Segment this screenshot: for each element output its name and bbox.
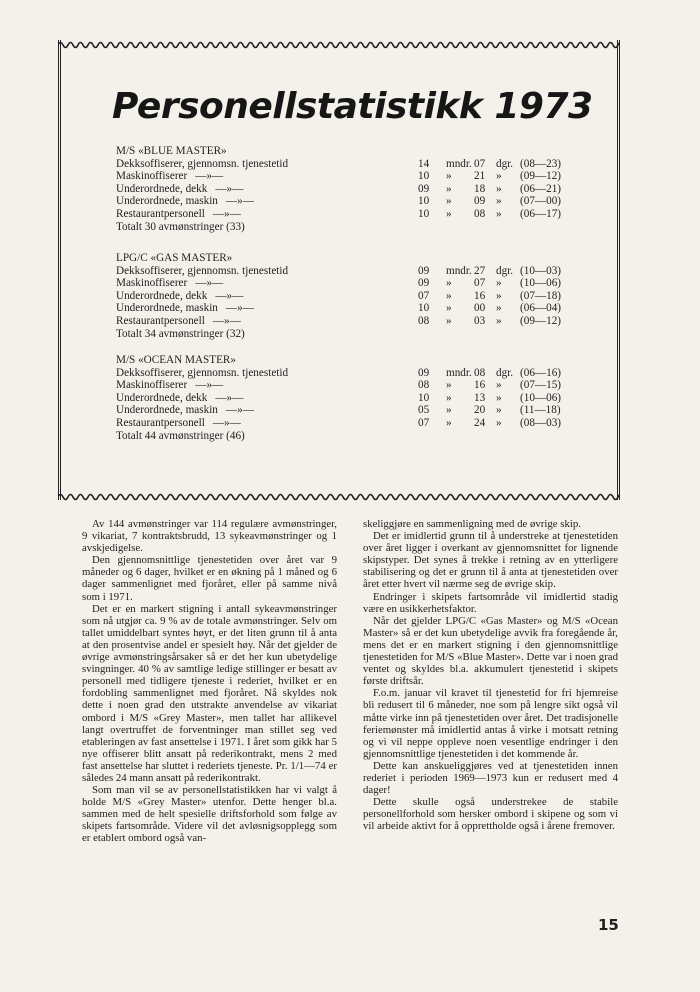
- stat-value-v1: 09: [418, 277, 430, 290]
- paragraph: skeliggjøre en sammenligning med de øvrige skip.: [363, 518, 581, 530]
- stat-value-v5: (06—16): [520, 366, 562, 379]
- stat-value-v1: 10: [418, 302, 430, 315]
- stat-row-label: Restaurantpersonell: [116, 207, 205, 220]
- ship-name: M/S «BLUE MASTER»: [116, 145, 227, 157]
- ditto-mark: —»—: [225, 404, 254, 417]
- stat-row-label: Underordnede, maskin: [116, 302, 218, 315]
- ship-name: LPG/C «GAS MASTER»: [116, 252, 233, 264]
- stat-value-v3: 08: [474, 207, 486, 220]
- stat-row: [116, 392, 596, 405]
- stat-row-label: Dekksoffiserer, gjennomsn. tjenestetid: [116, 264, 289, 277]
- stat-row-label: Underordnede, dekk: [116, 289, 208, 302]
- stat-row-label: Underordnede, dekk: [116, 391, 208, 404]
- stat-value-v3: 24: [474, 416, 486, 429]
- stat-value-v4: »: [496, 289, 502, 302]
- stat-value-v2: »: [446, 289, 452, 302]
- stat-row: [116, 302, 596, 315]
- stat-value-v1: 10: [418, 391, 430, 404]
- stat-value-v1: 10: [418, 195, 430, 208]
- stat-value-v3: 16: [474, 289, 486, 302]
- paragraph: F.o.m. januar vil kravet til tjenestetid for fri hjemreise bli redusert til 6 måneder, noe som på lengre sikt også vil måtte virke inn på tjenestetiden over året. Det tradisjonelle feriemønster må imidlertid antas å virke i motsatt retning og vi vil neppe oppleve noen vesentlige endringer i den gjennomsnittlige tjenestetiden i det kommende år.: [363, 687, 618, 760]
- stat-value-v4: »: [496, 207, 502, 220]
- stat-row-label: Maskinoffiserer: [116, 277, 188, 290]
- stat-value-v5: (10—06): [520, 277, 562, 290]
- stat-row-label: Dekksoffiserer, gjennomsn. tjenestetid: [116, 157, 289, 170]
- stat-value-v2: »: [446, 391, 452, 404]
- article-column-right: [363, 518, 618, 832]
- stat-value-v2: »: [446, 170, 452, 183]
- stat-value-v5: (11—18): [520, 404, 561, 417]
- stat-row: [116, 417, 596, 430]
- wavy-border-bottom: [58, 490, 620, 504]
- stat-value-v3: 09: [474, 195, 486, 208]
- stat-value-v5: (08—23): [520, 157, 562, 170]
- ship-total: Totalt 34 avmønstringer (32): [116, 327, 245, 340]
- stat-value-v5: (07—00): [520, 195, 562, 208]
- stat-value-v3: 21: [474, 170, 486, 183]
- stat-value-v1: 07: [418, 416, 430, 429]
- stat-value-v2: »: [446, 195, 452, 208]
- stat-value-v2: mndr.: [446, 157, 472, 170]
- stat-row: [116, 379, 596, 392]
- stat-value-v3: 08: [474, 366, 486, 379]
- ditto-mark: —»—: [212, 207, 241, 220]
- paragraph: Når det gjelder LPG/C «Gas Master» og M/S «Ocean Master» så er det kun ubetydelige avvik fra foregående år, mens det er en markert stigning i den gjennomsnittlige tjenestetiden for M/S «Blue Master». Dette var i noen grad ventet og skyldes bl.a. akkumulert tjenestetid i skipets første driftsår.: [363, 614, 618, 688]
- stat-row: [116, 290, 596, 303]
- stat-row: [116, 404, 596, 417]
- paragraph: Dette skulle også understrekee de stabile personellforhold som hersker ombord i skipene og som vi vil arbeide aktivt for å opprettholde også i årene fremover.: [363, 796, 618, 833]
- wavy-border-top: [58, 38, 620, 52]
- stat-value-v2: »: [446, 404, 452, 417]
- stat-row: [116, 170, 596, 183]
- ditto-mark: —»—: [225, 302, 254, 315]
- ship-name: M/S «OCEAN MASTER»: [116, 354, 236, 366]
- ship-block: [116, 252, 596, 340]
- stat-value-v2: »: [446, 207, 452, 220]
- stat-row-label: Underordnede, dekk: [116, 182, 208, 195]
- ditto-mark: —»—: [215, 391, 244, 404]
- ship-block: [116, 145, 596, 233]
- stat-value-v3: 27: [474, 264, 486, 277]
- ditto-mark: —»—: [225, 195, 254, 208]
- stat-value-v1: 09: [418, 182, 430, 195]
- stat-row: [116, 277, 596, 290]
- ship-total: Totalt 30 avmønstringer (33): [116, 220, 245, 233]
- stat-value-v1: 07: [418, 289, 430, 302]
- stat-value-v5: (06—21): [520, 182, 562, 195]
- stat-value-v4: »: [496, 416, 502, 429]
- ditto-mark: —»—: [212, 416, 241, 429]
- stat-value-v1: 10: [418, 207, 430, 220]
- article-column-left: [82, 518, 337, 845]
- ditto-mark: —»—: [195, 277, 224, 290]
- stat-row: [116, 183, 596, 196]
- stat-value-v3: 03: [474, 314, 486, 327]
- ditto-mark: —»—: [195, 379, 224, 392]
- paragraph: Det er en markert stigning i antall sykeavmønstringer som nå utgjør ca. 9 % av de totale avmønstringer. Selv om tallet umiddelbart syntes høyt, er det liten grunn til å anta at den prosentvise andel er spesielt høy. Når det gjelder de øvrige avmønstringsårsaker så er det her kun ubetydelige svingninger. 40 % av samtlige ledige stillinger er besatt av personell med tidligere tjeneste i rederiet, hvilket er en fordobling sammenlignet med fjoråret. Nå skyldes nok dette i noen grad den utstrakte anvendelse av vikariat ombord i M/S «Grey Master», men tallet har allikevel langt overtruffet de forventninger man stillet seg ved etableringen av fast ansettelse i 1971. I året som gikk har 5 nye offiserer blitt ansatt på rederikontrakt, mens 2 med fast ansettelse har sluttet i rederiets tjeneste. Pr. 1/1—74 er således 24 mann ansatt på rederikontrakt.: [82, 602, 337, 784]
- stat-value-v1: 09: [418, 264, 430, 277]
- ditto-mark: —»—: [195, 170, 224, 183]
- stat-value-v4: »: [496, 182, 502, 195]
- stat-row-label: Underordnede, maskin: [116, 404, 218, 417]
- stat-value-v4: »: [496, 170, 502, 183]
- stat-value-v4: dgr.: [496, 157, 514, 170]
- stat-row-label: Restaurantpersonell: [116, 314, 205, 327]
- stat-row-label: Maskinoffiserer: [116, 170, 188, 183]
- stat-row-label: Dekksoffiserer, gjennomsn. tjenestetid: [116, 366, 289, 379]
- stat-value-v4: »: [496, 277, 502, 290]
- stat-value-v4: »: [496, 404, 502, 417]
- stat-value-v2: »: [446, 416, 452, 429]
- stat-value-v2: »: [446, 302, 452, 315]
- stat-value-v5: (07—18): [520, 289, 562, 302]
- stat-value-v5: (10—03): [520, 264, 562, 277]
- paragraph: Av 144 avmønstringer var 114 regulære avmønstringer, 9 vikariat, 7 kontraktsbrudd, 13 sykeavmønstringer og 1 avskjedigelse.: [82, 518, 337, 555]
- stat-value-v4: dgr.: [496, 366, 514, 379]
- stat-value-v4: »: [496, 391, 502, 404]
- ditto-mark: —»—: [215, 182, 244, 195]
- stat-value-v3: 16: [474, 379, 486, 392]
- stat-value-v1: 09: [418, 366, 430, 379]
- paragraph: Den gjennomsnittlige tjenestetiden over året var 9 måneder og 6 dager, hvilket er en økning på 1 måned og 6 dager sammenlignet med fjoråret, eller på samme nivå som i 1971.: [82, 554, 337, 603]
- stat-value-v4: »: [496, 379, 502, 392]
- stat-row-label: Restaurantpersonell: [116, 416, 205, 429]
- stat-value-v5: (07—15): [520, 379, 562, 392]
- stat-value-v5: (09—12): [520, 314, 562, 327]
- paragraph: Endringer i skipets fartsområde vil imidlertid stadig være en usikkerhetsfaktor.: [363, 590, 618, 615]
- stat-value-v5: (08—03): [520, 416, 562, 429]
- stat-row: [116, 195, 596, 208]
- stat-row-label: Underordnede, maskin: [116, 195, 218, 208]
- stat-row-label: Maskinoffiserer: [116, 379, 188, 392]
- stat-value-v3: 18: [474, 182, 486, 195]
- stat-value-v5: (06—17): [520, 207, 562, 220]
- page-title: Personellstatistikk 1973: [112, 86, 593, 127]
- stat-row: [116, 265, 596, 278]
- stat-value-v1: 10: [418, 170, 430, 183]
- ditto-mark: —»—: [212, 314, 241, 327]
- stat-value-v2: mndr.: [446, 264, 472, 277]
- stat-value-v4: »: [496, 302, 502, 315]
- stat-value-v1: 05: [418, 404, 430, 417]
- ship-block: [116, 354, 596, 442]
- stat-value-v4: »: [496, 314, 502, 327]
- stat-value-v2: »: [446, 182, 452, 195]
- stat-value-v3: 00: [474, 302, 486, 315]
- stat-value-v5: (06—04): [520, 302, 562, 315]
- stat-row: [116, 158, 596, 171]
- page-number: 15: [598, 916, 619, 934]
- stat-value-v4: dgr.: [496, 264, 514, 277]
- stat-value-v3: 20: [474, 404, 486, 417]
- stat-value-v1: 08: [418, 379, 430, 392]
- stat-value-v4: »: [496, 195, 502, 208]
- paragraph: Som man vil se av personellstatistikken har vi valgt å holde M/S «Grey Master» utenfor. Dette henger bl.a. sammen med de helt spesielle driftsforhold som følge av skipets fartsområde. Videre vil det avløsnigsopplegg som er etablert ombord også van-: [82, 784, 337, 845]
- stat-value-v2: »: [446, 314, 452, 327]
- ship-total: Totalt 44 avmønstringer (46): [116, 429, 245, 442]
- ditto-mark: —»—: [215, 289, 244, 302]
- stat-row: [116, 208, 596, 221]
- stat-value-v2: »: [446, 379, 452, 392]
- stat-value-v5: (09—12): [520, 170, 562, 183]
- stat-value-v1: 08: [418, 314, 430, 327]
- paragraph: Dette kan anskueliggjøres ved at tjenestetiden innen rederiet i perioden 1969—1973 kun er redusert med 4 dager!: [363, 759, 618, 797]
- stat-value-v3: 13: [474, 391, 486, 404]
- stat-value-v5: (10—06): [520, 391, 562, 404]
- stat-row: [116, 315, 596, 328]
- stat-value-v2: »: [446, 277, 452, 290]
- stat-value-v3: 07: [474, 277, 486, 290]
- stat-row: [116, 367, 596, 380]
- stat-value-v2: mndr.: [446, 366, 472, 379]
- stat-value-v3: 07: [474, 157, 486, 170]
- paragraph: Det er imidlertid grunn til å understreke at tjenestetiden over året ligger i overkant av gjennomsnittet for lignende skipstyper. Det synes å trekke i retning av en ytterligere stabilisering og det er grunn til å anta at tjenestetiden over året etter hvert vil nærme seg de øvrige skip.: [363, 530, 618, 591]
- stat-value-v1: 14: [418, 157, 430, 170]
